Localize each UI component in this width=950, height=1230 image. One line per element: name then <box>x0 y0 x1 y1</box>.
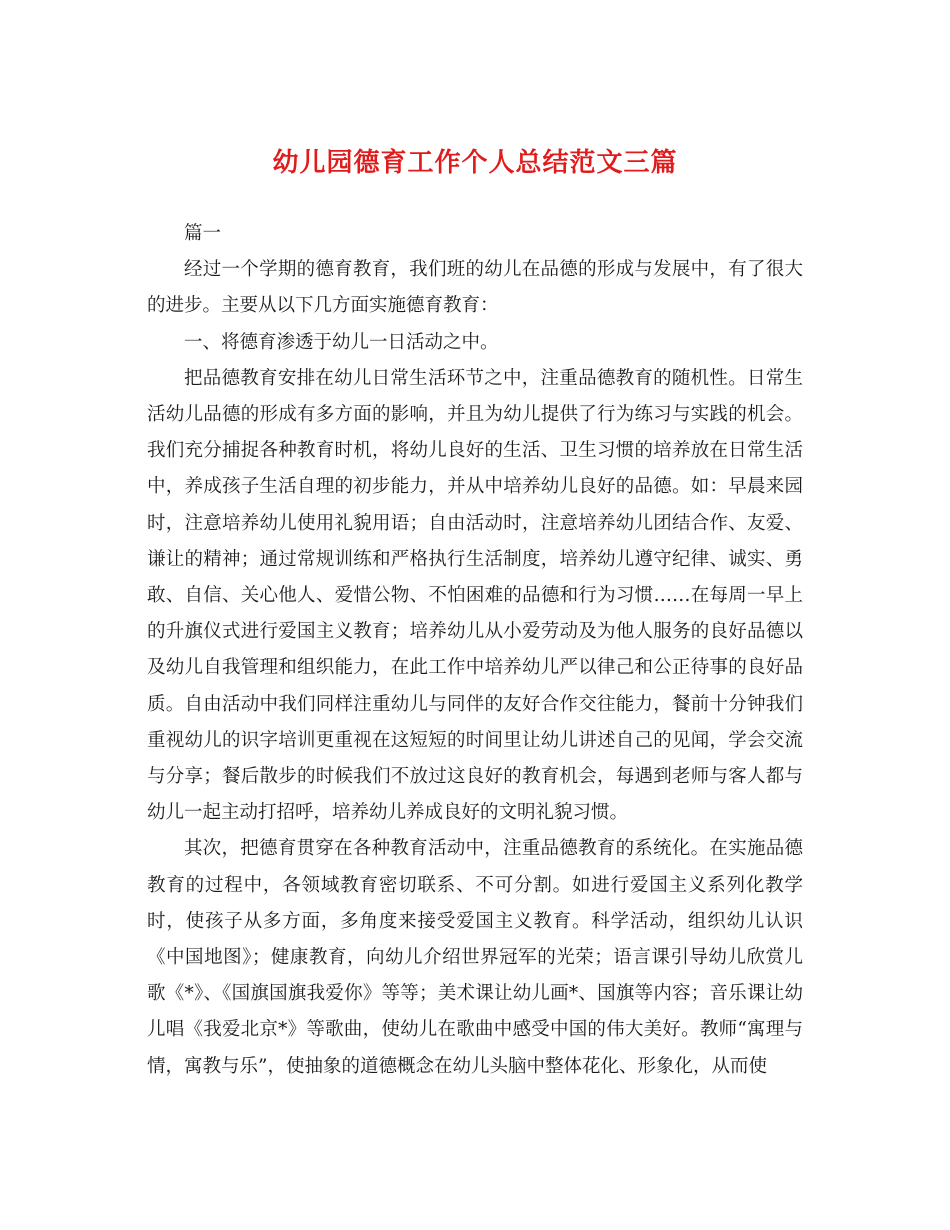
body-paragraph: 把品德教育安排在幼儿日常生活环节之中，注重品德教育的随机性。日常生活幼儿品德的形成有多方面的影响，并且为幼儿提供了行为练习与实践的机会。我们充分捕捉各种教育时机，将幼儿良好的生活、卫生习惯的培养放在日常生活中，养成孩子生活自理的初步能力，并从中培养幼儿良好的品德。如：早晨来园时，注意培养幼儿使用礼貌用语；自由活动时，注意培养幼儿团结合作、友爱、谦让的精神；通过常规训练和严格执行生活制度，培养幼儿遵守纪律、诚实、勇敢、自信、关心他人、爱惜公物、不怕困难的品德和行为习惯……在每周一早上的升旗仪式进行爱国主义教育；培养幼儿从小爱劳动及为他人服务的良好品德以及幼儿自我管理和组织能力，在此工作中培养幼儿严以律己和公正待事的良好品质。自由活动中我们同样注重幼儿与同伴的友好合作交往能力，餐前十分钟我们重视幼儿的识字培训更重视在这短短的时间里让幼儿讲述自己的见闻，学会交流与分享；餐后散步的时候我们不放过这良好的教育机会，每遇到老师与客人都与幼儿一起主动打招呼，培养幼儿养成良好的文明礼貌习惯。 <box>147 367 803 824</box>
document-body <box>147 216 803 1085</box>
intro-paragraph: 经过一个学期的德育教育，我们班的幼儿在品德的形成与发展中，有了很大的进步。主要从以下几方面实施德育教育： <box>147 259 803 317</box>
point-heading: 一、将德育渗透于幼儿一日活动之中。 <box>184 331 499 353</box>
section-heading: 篇一 <box>184 223 222 244</box>
document-title: 幼儿园德育工作个人总结范文三篇 <box>272 148 678 178</box>
body-paragraph: 其次，把德育贯穿在各种教育活动中，注重品德教育的系统化。在实施品德教育的过程中，各领域教育密切联系、不可分割。如进行爱国主义系列化教学时，使孩子从多方面，多角度来接受爱国主义教育。科学活动，组织幼儿认识《中国地图》；健康教育，向幼儿介绍世界冠军的光荣；语言课引导幼儿欣赏儿歌《*》、《国旗国旗我爱你》等等；美术课让幼儿画*、国旗等内容；音乐课让幼儿唱《我爱北京*》等歌曲，使幼儿在歌曲中感受中国的伟大美好。教师“寓理与情，寓教与乐”，使抽象的道德概念在幼儿头脑中整体花化、形象化，从而使 <box>147 838 803 1077</box>
